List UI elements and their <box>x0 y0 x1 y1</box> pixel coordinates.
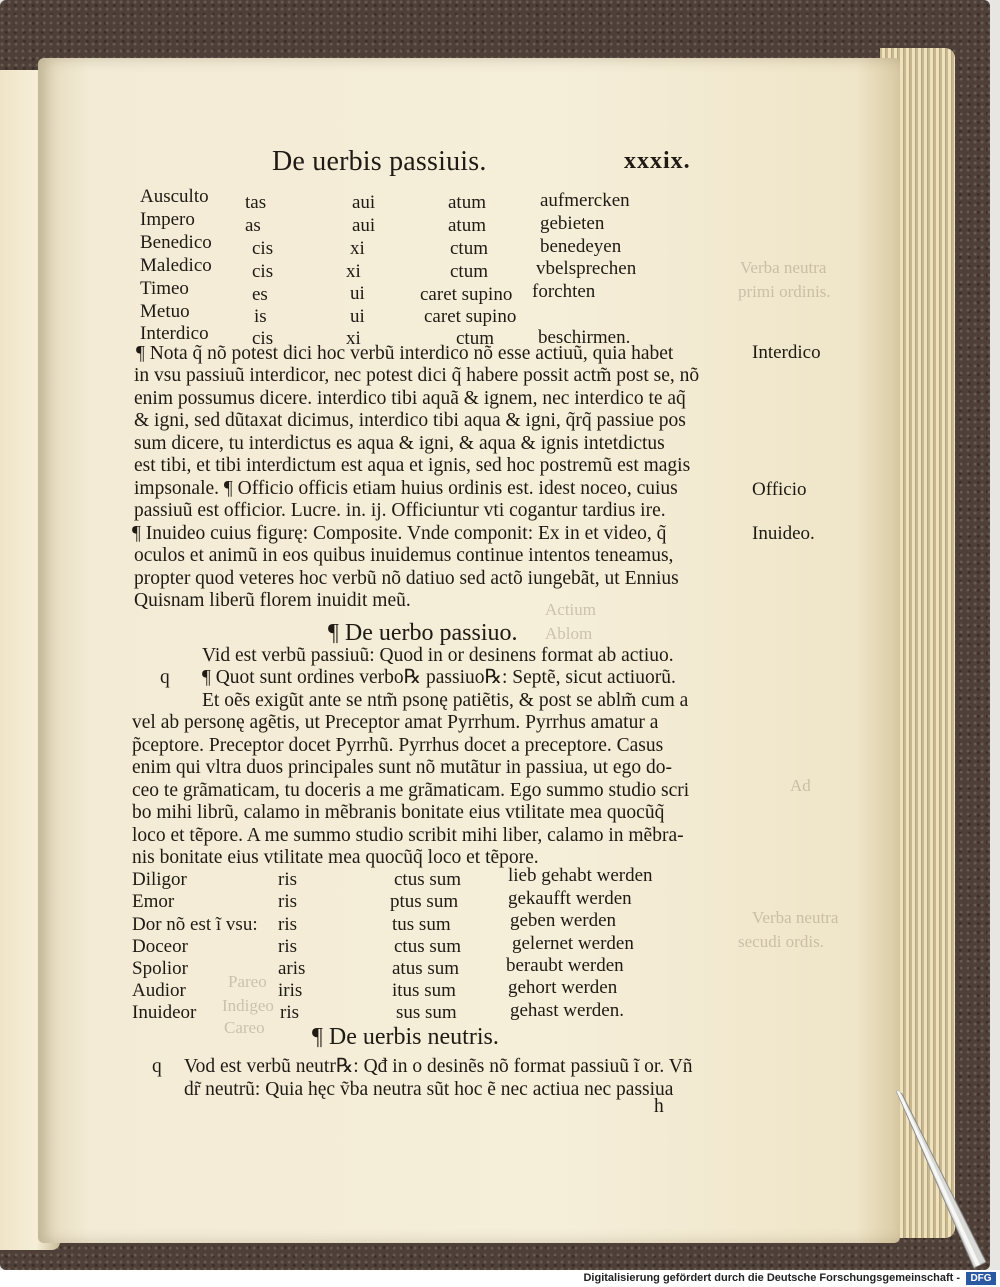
table-cell: tus sum <box>392 914 451 935</box>
table-cell: gelernet werden <box>512 933 634 954</box>
table-cell: forchten <box>532 281 596 302</box>
text-line: oculos et animũ in eos quibus inuidemus continue intentos teneamus, <box>134 545 674 566</box>
bleed-through-text: secudi ordis. <box>738 932 824 951</box>
table-cell: iris <box>278 980 303 1001</box>
table-cell: ctum <box>456 328 494 349</box>
table-cell: Metuo <box>140 301 190 322</box>
table-cell: aui <box>352 192 376 213</box>
table-cell: ui <box>350 306 365 327</box>
table-cell: ui <box>350 283 365 304</box>
bleed-through-text: Ad <box>790 776 811 795</box>
text-line: Quisnam liberũ florem inuidit meũ. <box>134 590 411 611</box>
table-cell: xi <box>346 261 361 282</box>
folio-number: xxxix. <box>624 148 691 174</box>
table-cell: gehort werden <box>508 977 618 998</box>
table-cell: ris <box>278 869 297 890</box>
table-cell: Timeo <box>140 278 189 299</box>
table-cell: vbelsprechen <box>536 258 637 279</box>
table-cell: sus sum <box>396 1002 457 1023</box>
table-cell: Diligor <box>132 869 187 890</box>
table-cell: Interdico <box>140 323 209 344</box>
table-cell: ris <box>278 914 297 935</box>
table-cell: caret supino <box>424 306 517 327</box>
table-cell: atum <box>448 215 486 236</box>
text-line: propter quod veteres hoc verbũ nõ datiuo sed actõ iungebãt, ut Ennius <box>134 568 679 589</box>
table-cell: ris <box>280 1002 299 1023</box>
table-cell: atum <box>448 192 486 213</box>
table-cell: Inuideor <box>132 1002 197 1023</box>
text-line: ceo te grãmaticam, tu doceris a me grãmaticam. Ego summo studio scri <box>132 780 690 801</box>
table-cell: geben werden <box>510 910 617 931</box>
text-line: ¶ Inuideo cuius figurę: Composite. Vnde componit: Ex in et video, q̃ <box>132 523 667 544</box>
bleed-through-text: Actium <box>545 600 596 619</box>
table-cell: is <box>254 306 267 327</box>
text-line: Vid est verbũ passiuũ: Quod in or desinens format ab actiuo. <box>202 645 674 666</box>
table-cell: ctum <box>450 261 488 282</box>
table-cell: cis <box>252 261 274 282</box>
table-cell: gebieten <box>540 213 605 234</box>
text-line: ¶ Nota q̃ nõ potest dici hoc verbũ interdico nõ esse actiuũ, quia habet <box>136 343 674 364</box>
text-line: p̃ceptore. Preceptor docet Pyrrhũ. Pyrrhus docet a preceptore. Casus <box>132 735 664 756</box>
table-cell: xi <box>350 238 365 259</box>
text-line: Vod est verbũ neutr℞: Qđ in o desinẽs nõ format passiuũ ĩ or. Vñ <box>184 1056 693 1077</box>
table-cell: ctus sum <box>394 869 462 890</box>
table-cell: ctum <box>450 238 488 259</box>
table-cell: Benedico <box>140 232 212 253</box>
table-cell: aris <box>278 958 306 979</box>
text-line: sum dicere, tu interdictus es aqua & igni, & aqua & ignis intetdictus <box>134 433 665 454</box>
section-heading-passive: ¶ De uerbo passiuo. <box>328 620 518 646</box>
table-cell: Maledico <box>140 255 212 276</box>
table-cell: Ausculto <box>140 186 209 207</box>
dfg-logo: DFG <box>966 1272 996 1285</box>
pointer-stick <box>896 1090 988 1270</box>
table-cell: Spolior <box>132 958 188 979</box>
table-cell: caret supino <box>420 284 513 305</box>
table-cell: gekaufft werden <box>508 888 632 909</box>
table-cell: atus sum <box>392 958 460 979</box>
table-cell: es <box>252 284 268 305</box>
table-cell: cis <box>252 238 274 259</box>
text-line: passiuũ est officior. Lucre. in. ij. Officiuntur vti cogantur tardius ire. <box>134 500 666 521</box>
table-cell: ctus sum <box>394 936 462 957</box>
text-line: Et oẽs exigũt ante se ntm̃ psonę patiẽtis, & post se ablm̃ cum a <box>202 690 689 711</box>
table-cell: xi <box>346 328 361 349</box>
table-cell: ptus sum <box>390 891 459 912</box>
table-cell: Dor nõ est ĩ vsu: <box>132 914 258 935</box>
table-cell: tas <box>245 192 267 213</box>
table-cell: Impero <box>140 209 195 230</box>
table-cell: beraubt werden <box>506 955 624 976</box>
text-line: enim qui vltra duos principales sunt nõ mutãtur in passiua, ut ego do- <box>132 757 672 778</box>
margin-letter: q <box>160 667 170 688</box>
margin-letter: q <box>152 1056 162 1077</box>
table-cell: Doceor <box>132 936 188 957</box>
table-cell: lieb gehabt werden <box>508 865 653 886</box>
bleed-through-text: Careo <box>224 1018 265 1037</box>
running-title: De uerbis passiuis. <box>272 146 487 177</box>
table-cell: cis <box>252 328 274 349</box>
table-cell: aufmercken <box>540 190 630 211</box>
table-cell: Emor <box>132 891 175 912</box>
bleed-through-text: Ablom <box>545 624 593 643</box>
table-cell: ris <box>278 936 297 957</box>
text-line: ¶ Quot sunt ordines verbo℞ passiuo℞: Septẽ, sicut actiuorũ. <box>202 667 676 688</box>
text-line: & igni, sed dũtaxat dicimus, interdico tibi aqua & igni, q̃rq̃ passiue pos <box>134 410 686 431</box>
table-cell: Audior <box>132 980 186 1001</box>
funding-note: Digitalisierung gefördert durch die Deutsche Forschungsgemeinschaft - <box>583 1272 960 1284</box>
table-cell: ris <box>278 891 297 912</box>
table-cell: beschirmen. <box>538 327 631 348</box>
text-line: est tibi, et tibi interdictum est aqua et ignis, sed hoc postremũ est magis <box>134 455 691 476</box>
text-line: enim possumus dicere. interdico tibi aquã & ignem, nec interdico te aq̃ <box>134 388 686 409</box>
table-cell: itus sum <box>392 980 456 1001</box>
table-cell: benedeyen <box>540 236 622 257</box>
text-line: dr̃ neutrũ: Quia hęc ṽba neutra sũt hoc ẽ nec actiua nec passiua <box>184 1079 674 1100</box>
marginal-note-interdico: Interdico <box>752 342 821 363</box>
text-line: bo mihi librũ, calamo in mẽbranis bonitate eius vtilitate mea quocũq̃ <box>132 802 665 823</box>
bleed-through-text: primi ordinis. <box>738 282 831 301</box>
bleed-through-text: Indigeo <box>222 996 274 1015</box>
bleed-through-text: Pareo <box>228 972 267 991</box>
marginal-note-officio: Officio <box>752 479 807 500</box>
marginal-note-inuideo: Inuideo. <box>752 523 815 544</box>
text-line: loco et tẽpore. A me summo studio scribit mihi liber, calamo in mẽbra- <box>132 825 684 846</box>
text-line: nis bonitate eius vtilitate mea quocũq̃ loco et tẽpore. <box>132 847 539 868</box>
table-cell: aui <box>352 215 376 236</box>
signature-mark: h <box>654 1096 664 1117</box>
table-cell: as <box>245 215 261 236</box>
text-line: impsonale. ¶ Officio officis etiam huius ordinis est. idest noceo, cuius <box>134 478 678 499</box>
text-line: vel ab personę agẽtis, ut Preceptor amat Pyrrhum. Pyrrhus amatur a <box>132 712 659 733</box>
section-heading-neutral: ¶ De uerbis neutris. <box>312 1024 499 1050</box>
bleed-through-text: Verba neutra <box>752 908 839 927</box>
bleed-through-text: Verba neutra <box>740 258 827 277</box>
table-cell: gehast werden. <box>510 1000 624 1021</box>
text-line: in vsu passiuũ interdicor, nec potest dici q̃ habere possit actm̃ post se, nõ <box>134 365 700 386</box>
